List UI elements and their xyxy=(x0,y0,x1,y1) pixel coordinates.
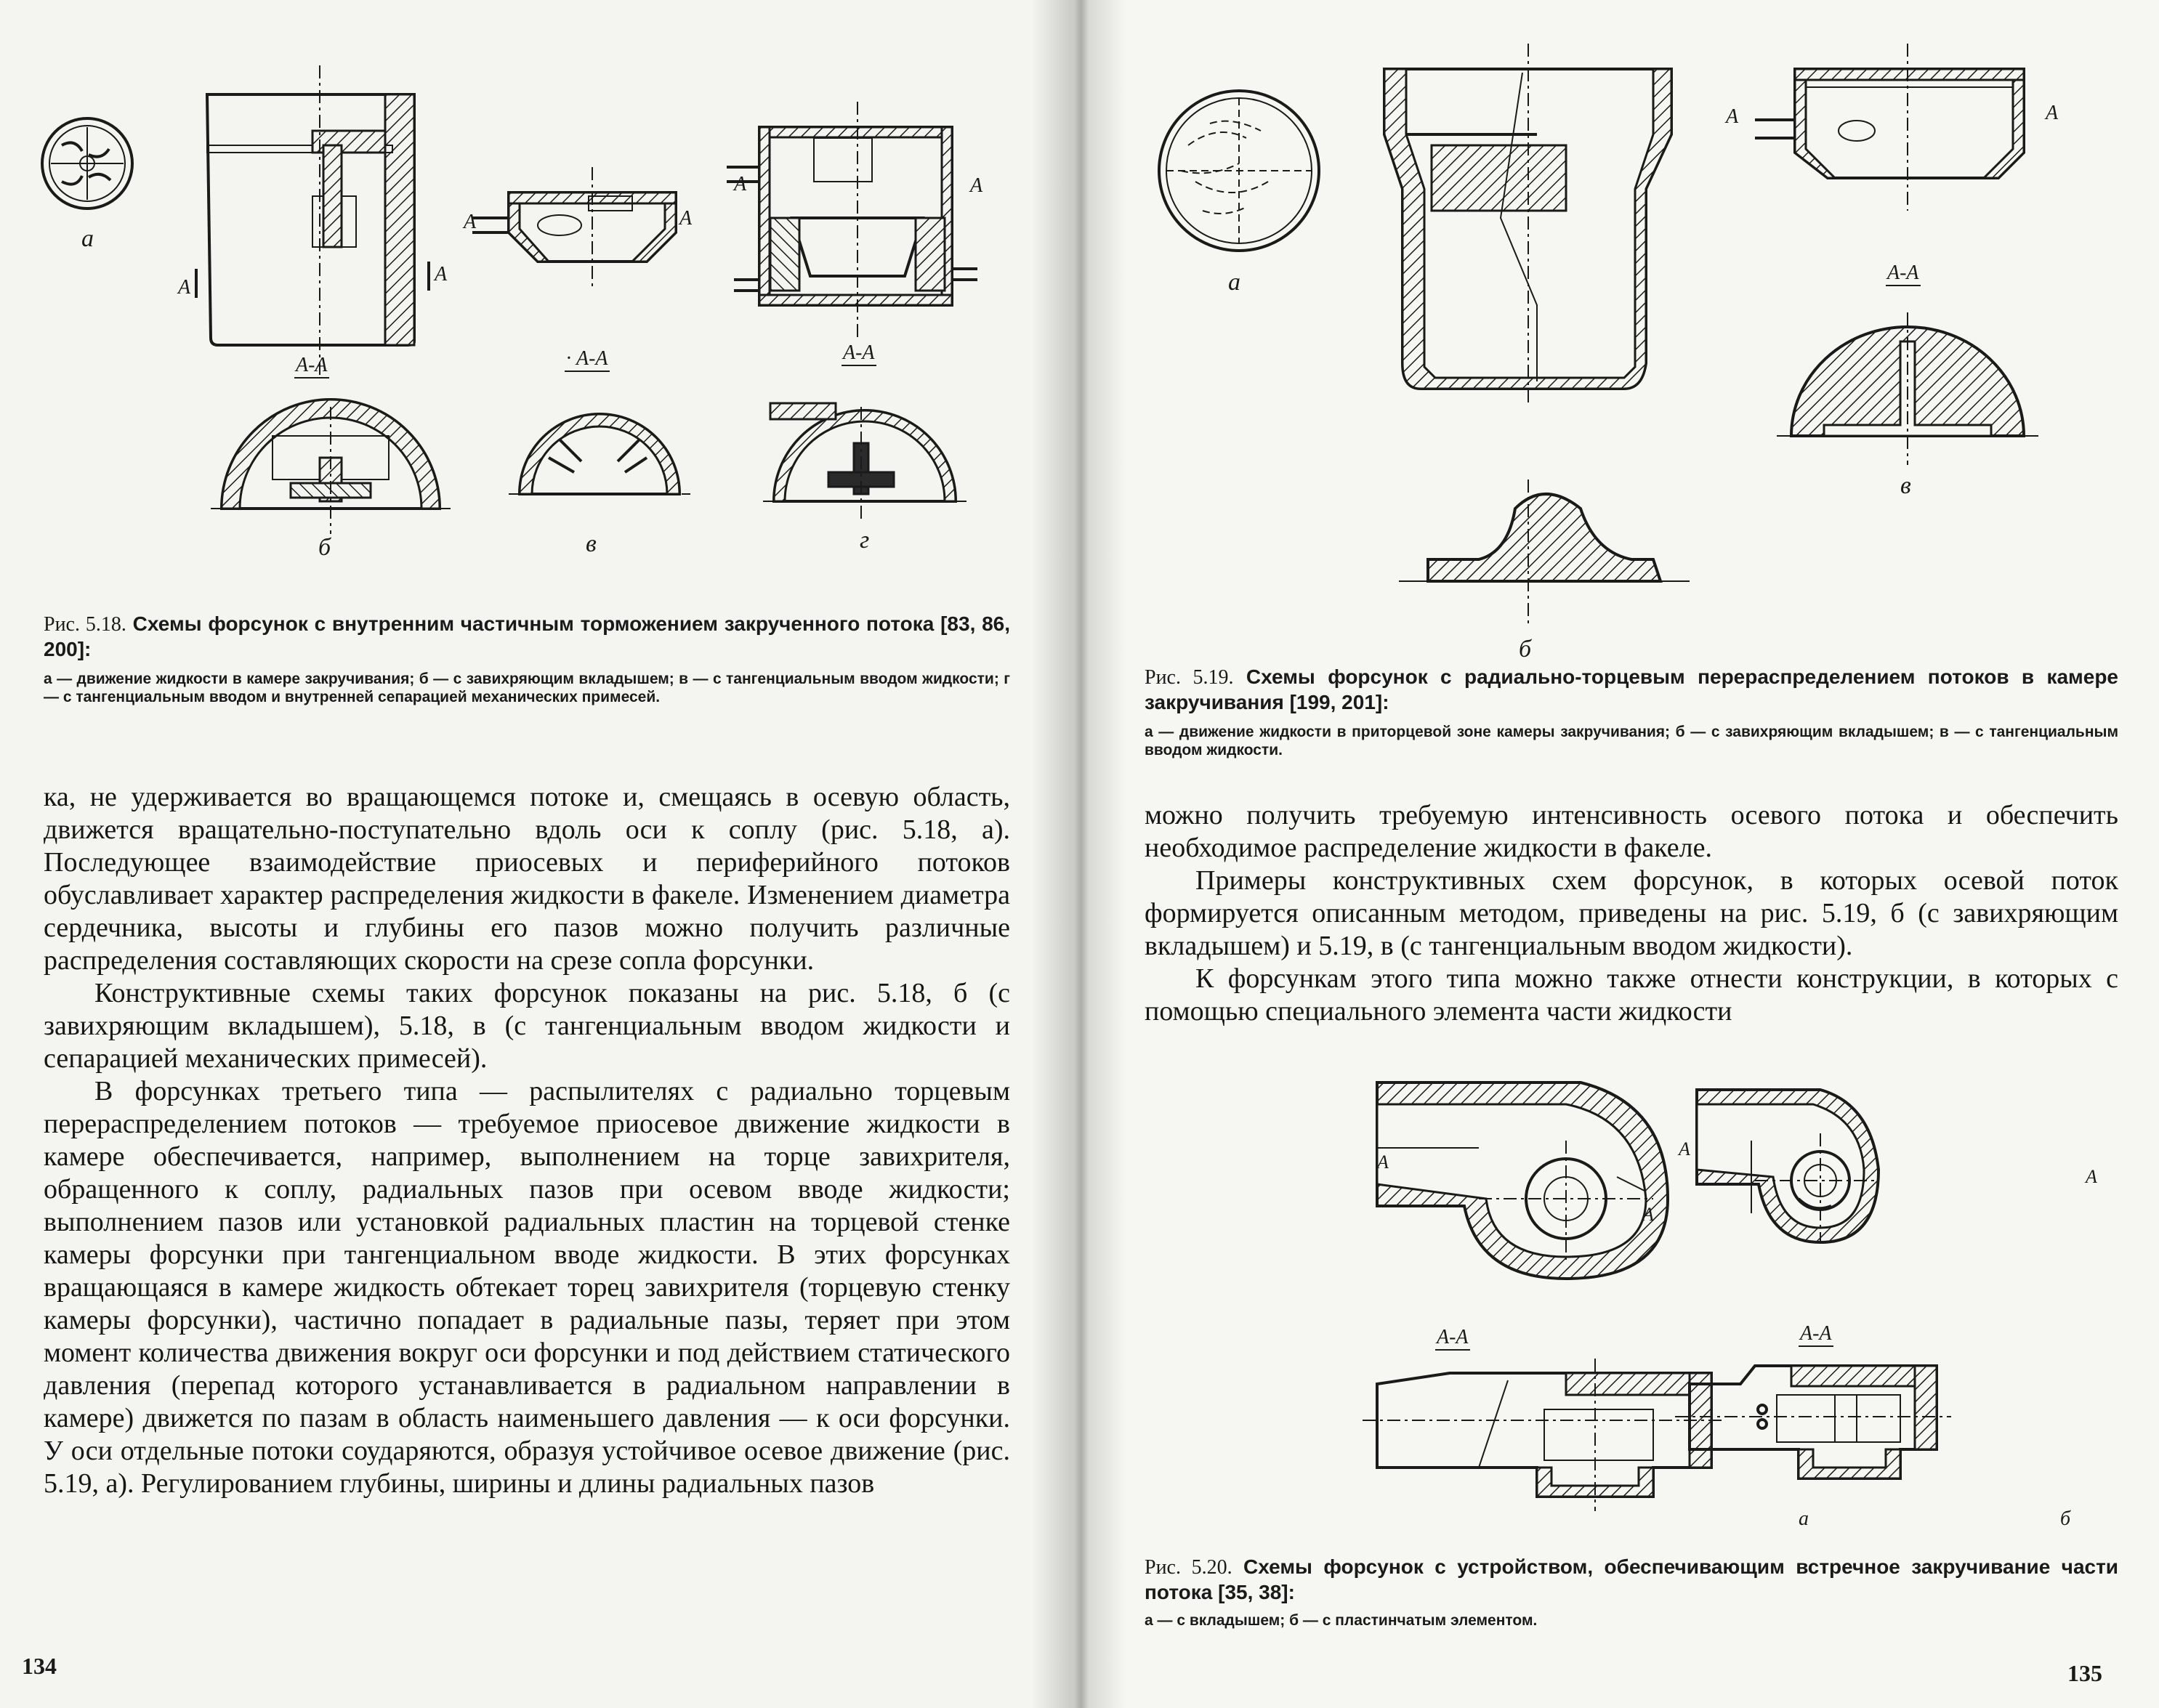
fig-5-18-caption-lead: Рис. 5.18. xyxy=(44,613,126,636)
fig-5-19-b-insert xyxy=(1399,479,1690,625)
fig-5-20-arrow-a4: А xyxy=(1377,1152,1389,1173)
figure-5-19-drawings xyxy=(1072,0,2159,654)
fig-5-19-caption-legend: а — движение жидкости в приторцевой зоне камеры закручивания; б — с завихряющим вкладышем; в — с тангенциальным вводом жидкости. xyxy=(1145,724,2118,758)
fig-5-18-label-g: г xyxy=(860,527,870,554)
figure-5-18-drawings xyxy=(0,0,1072,581)
fig-5-20-caption xyxy=(1145,1555,2118,1605)
fig-5-20-a-volute xyxy=(1363,1082,1726,1511)
fig-5-20-section-b: А-А xyxy=(1799,1322,1833,1347)
fig-5-20-caption-lead: Рис. 5.20. xyxy=(1145,1556,1232,1579)
fig-5-18-section-b: А-А xyxy=(294,354,329,379)
fig-5-20-caption-legend: а — с вкладышем; б — с пластинчатым элементом. xyxy=(1145,1612,1538,1629)
fig-5-18-caption-legend: а — движение жидкости в камере закручивания; б — с завихряющим вкладышем; в — с тангенциальным вводом жидкости; г — с тангенциальным вводом и внутренней сепарацией механических примесей. xyxy=(44,671,1010,705)
fig-5-19-arrow-a1: А xyxy=(1726,105,1739,128)
fig-5-18-a-topview xyxy=(42,118,132,209)
fig-5-18-arrow-a5: А xyxy=(734,173,747,195)
right-page-number: 135 xyxy=(2067,1660,2102,1686)
fig-5-19-caption-title: Схемы форсунок с радиально-торцевым перераспределением потоков в камере закручивания [199, 201]: xyxy=(1145,665,2119,713)
fig-5-19-caption xyxy=(1145,665,2118,715)
fig-5-20-arrow-a3: А xyxy=(2086,1166,2097,1187)
left-body-text xyxy=(44,781,1010,1500)
fig-5-18-g-nozzle xyxy=(727,102,977,523)
fig-5-18-arrow-a6: А xyxy=(970,174,983,197)
right-paragraph-3: К форсункам этого типа можно также отнести конструкции, в которых с помощью специального элемента части жидкости xyxy=(1145,963,2118,1027)
right-page xyxy=(1072,0,2159,1708)
left-page-number: 134 xyxy=(22,1653,57,1679)
left-paragraph-2: Конструктивные схемы таких форсунок показаны на рис. 5.18, б (с завихряющим вкладышем), 5.18, в (с тангенциальным вводом жидкости и сепарацией механических примесей). xyxy=(44,978,1010,1074)
fig-5-19-main-nozzle xyxy=(1384,44,1671,407)
fig-5-18-arrow-a2: А xyxy=(435,263,448,286)
fig-5-18-arrow-a3: А xyxy=(464,211,477,233)
right-paragraph-2: Примеры конструктивных схем форсунок, в которых осевой поток формируется описанным методом, приведены на рис. 5.19, б (с завихряющим вкладышем) и 5.19, в (с тангенциальным вводом жидкости). xyxy=(1145,865,2118,961)
fig-5-20-caption-title: Схемы форсунок с устройством, обеспечивающим встречное закручивание части потока [35, 38]: xyxy=(1145,1555,2119,1603)
fig-5-18-label-v: в xyxy=(586,530,597,557)
fig-5-18-v-nozzle xyxy=(472,167,693,494)
fig-5-19-label-a: а xyxy=(1228,269,1240,296)
fig-5-20-label-b: б xyxy=(2060,1507,2071,1530)
fig-5-18-label-b: б xyxy=(318,534,331,561)
fig-5-18-arrow-a4: А xyxy=(679,207,693,230)
fig-5-18-caption xyxy=(44,612,1010,662)
fig-5-19-a-topview xyxy=(1159,91,1319,251)
fig-5-18-section-v: · А-А xyxy=(565,347,610,372)
fig-5-18-b-nozzle xyxy=(196,65,451,534)
left-page xyxy=(0,0,1072,1708)
left-paragraph-1: ка, не удерживается во вращающемся потоке и, смещаясь в осевую область, движется вращательно-поступательно вдоль оси к соплу (рис. 5.18, а). Последующее взаимодействие приосевых и периферийного потоков обуславливает характер распределения жидкости в факеле. Изменением диаметра сердечника, высоты и глубины его пазов можно получить различные распределения составляющих скорости на срезе сопла форсунки. xyxy=(44,782,1010,976)
right-paragraph-1: можно получить требуемую интенсивность осевого потока и обеспечить необходимое распределение жидкости в факеле. xyxy=(1145,800,2118,863)
left-paragraph-3: В форсунках третьего типа — распылителях с радиально торцевым перераспределением потоков — требуемое приосевое движение жидкости в камере обеспечивается, например, выполнением на торце завихрителя, обращенного к соплу, радиальных пазов при осевом вводе жидкости; выполнением пазов или установкой радиальных пластин на торцевой стенке камеры форсунки при тангенциальном вводе жидкости. В этих форсунках вращающаяся в камере жидкость обтекает торец завихрителя (торцевую стенку камеры форсунки), частично попадает в радиальные пазы, теряет при этом момент количества движения вокруг оси форсунки и под действием статического давления (перепад которого устанавливается в радиальном направлении в камере) движется по пазам в область наименьшего давления — к оси форсунки. У оси отдельные потоки соударяются, образуя устойчивое осевое движение (рис. 5.19, а). Регулированием глубины, ширины и длины радиальных пазов xyxy=(44,1076,1010,1499)
fig-5-20-label-a: а xyxy=(1799,1507,1809,1530)
fig-5-19-caption-lead: Рис. 5.19. xyxy=(1145,666,1234,689)
right-body-text xyxy=(1145,799,2118,1028)
fig-5-19-label-v: в xyxy=(1900,472,1911,499)
fig-5-19-arrow-a2: А xyxy=(2046,102,2059,124)
fig-5-18-section-g: А-А xyxy=(842,341,876,366)
fig-5-18-label-a: а xyxy=(81,225,94,252)
fig-5-19-v-nozzle xyxy=(1755,44,2038,465)
fig-5-20-arrow-a2: А xyxy=(1679,1138,1690,1159)
fig-5-18-caption-title: Схемы форсунок с внутренним частичным торможением закрученного потока [83, 86, 200]: xyxy=(44,612,1011,660)
figure-5-20-drawings xyxy=(1072,1061,2159,1547)
fig-5-20-section-a: А-А xyxy=(1435,1326,1470,1351)
fig-5-20-arrow-a1: А xyxy=(1642,1204,1654,1225)
fig-5-19-section-v: А-А xyxy=(1886,262,1921,286)
fig-5-18-arrow-a1: А xyxy=(178,276,191,299)
fig-5-19-label-b: б xyxy=(1519,636,1532,663)
